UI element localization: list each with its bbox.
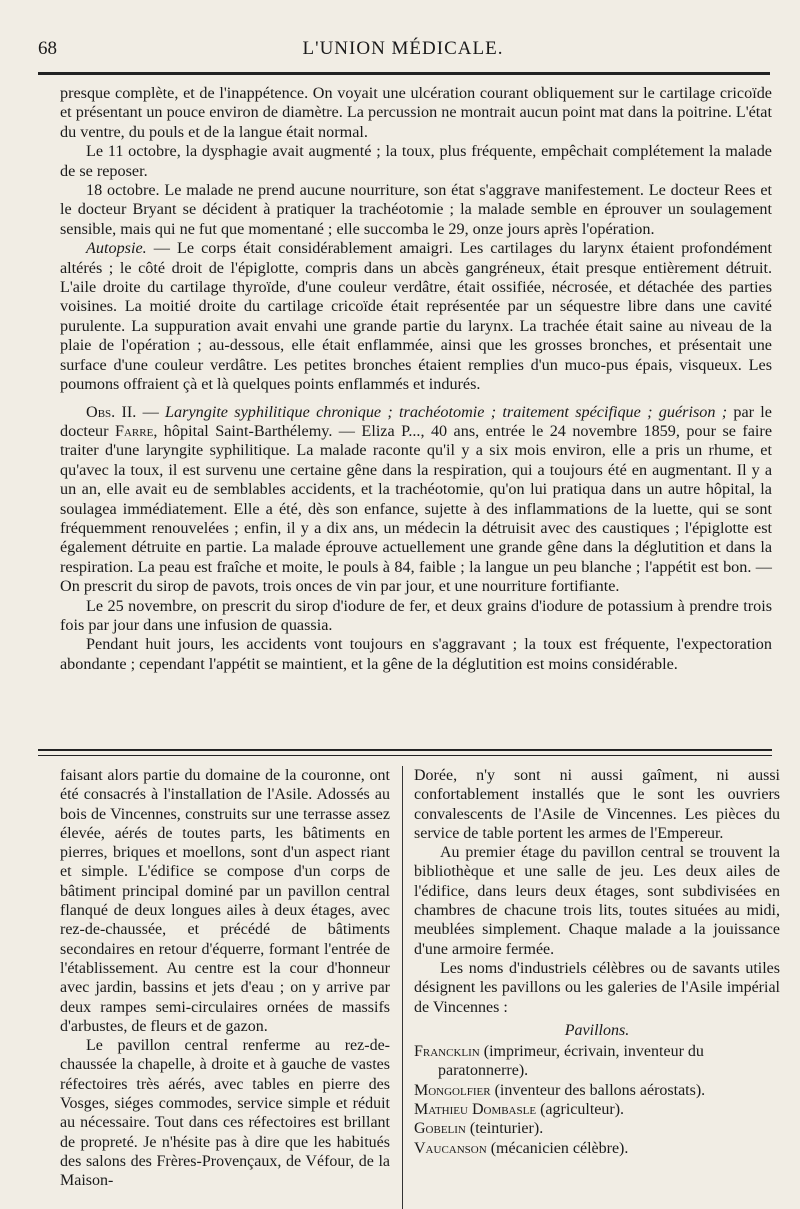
section-rule-thin [38, 755, 772, 756]
pavilion-name: Gobelin [414, 1120, 466, 1138]
autopsy-label: Autopsie. [86, 239, 147, 258]
observation-paragraph: Obs. II. — Laryngite syphilitique chronique ; trachéotomie ; traitement spécifique ; guérison ; par le docteur Farre, hôpital Saint-Barthélemy. — Eliza P..., 40 ans, entrée le 24 novembre 1859, pour se faire traiter d'une laryngite syphilitique. La malade raconte qu'il y a six mois environ, elle a pris un rhume, et qu'avec la toux, il est survenu une certaine gêne dans la respiration, qui a toujours été en augmentant. Il y a un an, elle avait eu de semblables accidents, et la trachéotomie, qu'on lui pratiqua dans un autre hôpital, la soulagea immédiatement. Elle a été, dès son enfance, sujette à des inflammations de la luette, qui se sont fréquemment renouvelées ; enfin, il y a dix ans, un médecin la détruisit avec des caustiques ; l'épiglotte est également détruite en partie. La malade éprouve actuellement une grande gêne dans la déglutition et dans la respiration. La peau est fraîche et moite, le pouls à 84, faible ; la langue un peu blanche ; l'appétit est bon. — On prescrit du sirop de pavots, trois onces de vin par jour, et une nourriture fortifiante. [60, 402, 773, 596]
pavilion-entry [414, 1042, 780, 1081]
pavilion-desc: (inventeur des ballons aérostats). [490, 1081, 706, 1099]
pavilion-desc: (agriculteur). [536, 1101, 625, 1119]
observation-label: Obs. II. [86, 402, 137, 421]
observation-title: Laryngite syphilitique chronique ; trachéotomie ; traitement spécifique ; guérison ; [165, 402, 728, 421]
pavilion-entry [414, 1139, 780, 1158]
running-title: L'UNION MÉDICALE. [302, 38, 504, 59]
pavilion-desc: (imprimeur, écrivain, inventeur du paratonnerre). [438, 1043, 704, 1080]
feuilleton-right-column [414, 766, 780, 1209]
paragraph: Le 25 novembre, on prescrit du sirop d'iodure de fer, et deux grains d'iodure de potassium à prendre trois fois par jour dans une infusion de quassia. [60, 596, 772, 634]
pavilion-desc: (teinturier). [465, 1120, 544, 1138]
observation-author: Farre [114, 421, 154, 440]
autopsy-paragraph [60, 239, 772, 394]
feuilleton-left-column [60, 766, 390, 1209]
autopsy-text: — Le corps était considérablement amaigri. Les cartilages du larynx étaient profondément altérés ; le côté droit de l'épiglotte, compris dans un abcès gangréneux, était presque entièrement détruit. L'aile droite du cartilage thyroïde, d'une couleur verdâtre, était ossifiée, nécrosée, et détachée des parties voisines. La moitié droite du cartilage cricoïde était représentée par un séquestre libre dans une cavité purulente. La suppuration avait envahi une grande partie du larynx. La trachée était saine au niveau de la plaie de l'opération ; au-dessous, elle était enflammée, ainsi que les grosses bronches, et présentait une surface d'une couleur verdâtre. Les petites bronches étaient remplies d'un muco-pus épais, visqueux. Les poumons offraient çà et là quelques points enflammés et indurés. [60, 239, 772, 394]
section-rule [38, 749, 772, 751]
page-number: 68 [38, 38, 57, 59]
column-divider [402, 766, 403, 1209]
paragraph: Pendant huit jours, les accidents vont toujours en s'aggravant ; la toux est fréquente, l'expectoration abondante ; cependant l'appétit se maintient, et la gêne de la déglutition est moins considérable. [60, 635, 772, 673]
pavilion-desc: (mécanicien célèbre). [486, 1139, 629, 1157]
observation-text: , hôpital Saint-Barthélemy. — Eliza P..., 40 ans, entrée le 24 novembre 1859, pour se faire traiter d'une laryngite syphilitique. La malade raconte qu'il y a six mois environ, elle a pris un rhume, et qu'avec la toux, il est survenu une certaine gêne dans la respiration, qui a toujours été en augmentant. Il y a un an, elle avait eu de semblables accidents, et la trachéotomie, qu'on lui pratiqua dans un autre hôpital, la soulagea immédiatement. Elle a été, dès son enfance, sujette à des inflammations de la luette, qui se sont fréquemment renouvelées ; enfin, il y a dix ans, un médecin la détruisit avec des caustiques ; l'épiglotte est également détruite en partie. La malade éprouve actuellement une grande gêne dans la déglutition et dans la respiration. La peau est fraîche et moite, le pouls à 84, faible ; la langue un peu blanche ; l'appétit est bon. — On prescrit du sirop de pavots, trois onces de vin par jour, et une nourriture fortifiante. [60, 421, 773, 596]
paragraph: Dorée, n'y sont ni aussi gaîment, ni aussi confortablement installés que le sont les ouvriers convalescents de l'Asile de Vincennes. Les pièces du service de table portent les armes de l'Empereur. [414, 767, 780, 842]
paragraph: Le 11 octobre, la dysphagie avait augmenté ; la toux, plus fréquente, empêchait complétement la malade de se reposer. [60, 142, 772, 180]
pavilions-heading: Pavillons. [564, 1021, 630, 1039]
header-rule [38, 72, 770, 75]
main-text [60, 84, 772, 674]
pavilion-entry [414, 1100, 780, 1119]
page-header [38, 38, 768, 72]
paragraph: Au premier étage du pavillon central se trouvent la bibliothèque et une salle de jeu. Les deux ailes de l'édifice, dans leurs deux étages, sont subdivisées en chambres de chacune trois lits, toutes situées au midi, meublées simplement. Chaque malade a la jouissance d'une armoire fermée. [414, 844, 780, 958]
pavilion-entry [414, 1119, 780, 1138]
pavilion-name: Mathieu Dombasle [414, 1101, 537, 1119]
pavilion-name: Francklin [414, 1043, 480, 1061]
paragraph: 18 octobre. Le malade ne prend aucune nourriture, son état s'aggrave manifestement. Le docteur Rees et le docteur Bryant se décident à pratiquer la trachéotomie ; la malade semble en éprouver un soulagement sensible, mais qui ne fut que momentané ; elle succomba le 29, onze jours après l'opération. [60, 181, 772, 238]
paragraph: presque complète, et de l'inappétence. On voyait une ulcération courant obliquement sur le cartilage cricoïde et présentant un pouce environ de diamètre. La percussion ne montrait aucun point mat dans la poitrine. L'état du ventre, du pouls et de la langue était normal. [60, 84, 772, 141]
paragraph: Les noms d'industriels célèbres ou de savants utiles désignent les pavillons ou les galeries de l'Asile impérial de Vincennes : [414, 959, 780, 1016]
pavilion-name: Vaucanson [414, 1139, 487, 1157]
paragraph: faisant alors partie du domaine de la couronne, ont été consacrés à l'installation de l'Asile. Adossés au bois de Vincennes, construits sur une terrasse assez élevée, aérés de toutes parts, les bâtiments en pierres, briques et moellons, sont d'un aspect riant et simple. L'édifice se compose d'un corps de bâtiment principal dominé par un pavillon central flanqué de deux longues ailes à deux étages, avec rez-de-chaussée, et précédé de bâtiments secondaires en retour d'équerre, formant l'entrée de l'établissement. Au centre est la cour d'honneur avec jardin, bassins et jets d'eau ; on y arrive par deux rampes semi-circulaires ornées de massifs d'arbustes, de fleurs et de gazon. [60, 767, 390, 1035]
pavilion-entry [414, 1081, 780, 1100]
paragraph: Le pavillon central renferme au rez-de-chaussée la chapelle, à droite et à gauche de vastes réfectoires très aérés, avec tables en pierre des Vosges, siéges commodes, service simple et réduit au nécessaire. Tout dans ces réfectoires est brillant de propreté. Je n'hésite pas à dire que les habitués des salons des Frères-Provençaux, de Véfour, de la Maison- [60, 1037, 390, 1190]
observation-by: par le docteur [60, 402, 772, 440]
pavilion-name: Mongolfier [414, 1081, 491, 1099]
